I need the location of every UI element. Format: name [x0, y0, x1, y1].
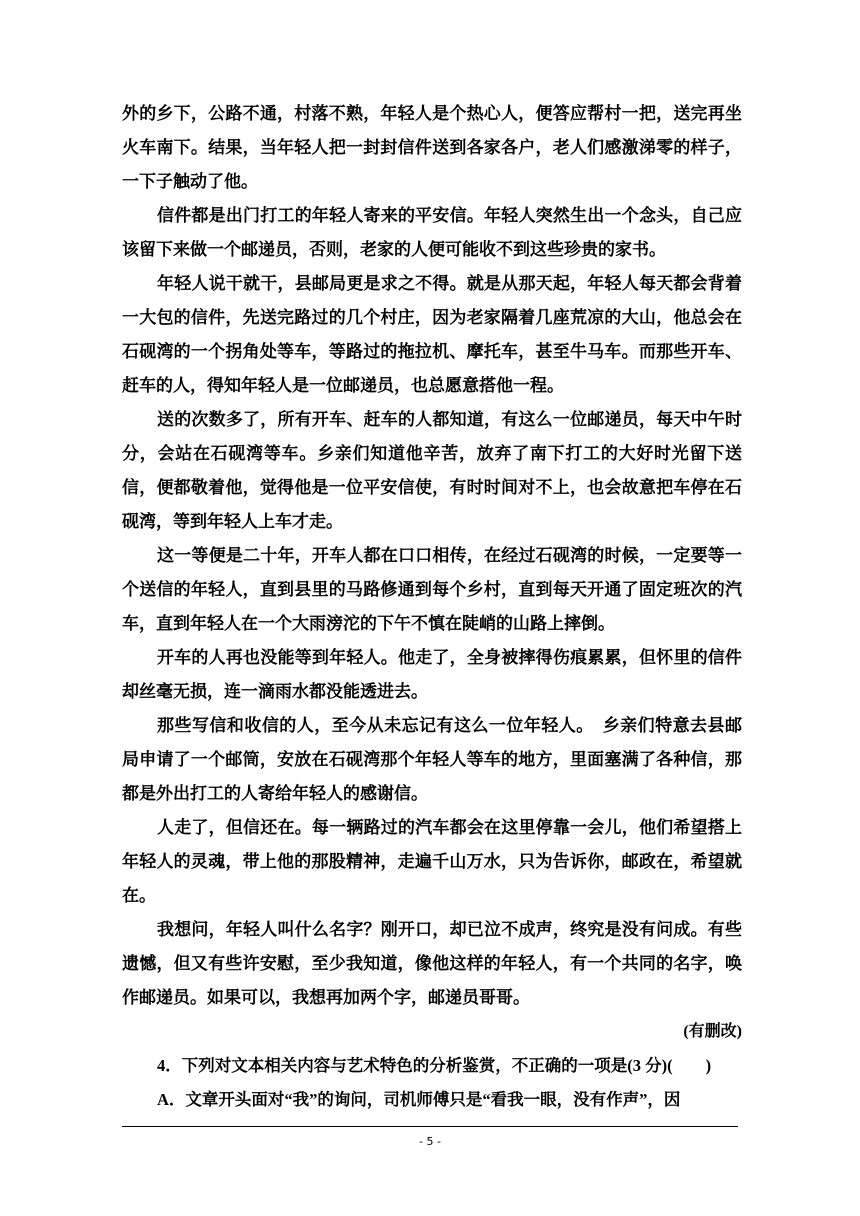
paragraph-9: 我想问，年轻人叫什么名字？刚开口，却已泣不成声，终究是没有问成。有些遗憾，但又有些许安慰，至少我知道，像他这样的年轻人，有一个共同的名字，唤作邮递员。如果可以，我想再加两个字，邮递员哥哥。: [122, 920, 742, 1008]
paragraph-4: 送的次数多了，所有开车、赶车的人都知道，有这么一位邮递员，每天中午时分，会站在石砚湾等车。乡亲们知道他辛苦，放弃了南下打工的大好时光留下送信，便都敬着他，觉得他是一位平安信使，有时时间对不上，也会故意把车停在石砚湾，等到年轻人上车才走。: [122, 410, 742, 532]
source-note: (有删改): [683, 1023, 742, 1040]
article-body: [122, 97, 742, 1117]
page-number: - 5 -: [419, 1135, 441, 1148]
question-4: 4．下列对文本相关内容与艺术特色的分析鉴赏，不正确的一项是(3 分)( ): [157, 1056, 712, 1075]
option-a: A．文章开头面对“我”的询问，司机师傅只是“看我一眼，没有作声”，因: [157, 1090, 681, 1109]
paragraph-5: 这一等便是二十年，开车人都在口口相传，在经过石砚湾的时候，一定要等一个送信的年轻人，直到县里的马路修通到每个乡村，直到每天开通了固定班次的汽车，直到年轻人在一个大雨滂沱的下午不慎在陡峭的山路上摔倒。: [122, 546, 742, 634]
paragraph-1: 外的乡下，公路不通，村落不熟，年轻人是个热心人，便答应帮村一把，送完再坐火车南下。结果，当年轻人把一封封信件送到各家各户，老人们感激涕零的样子，一下子触动了他。: [122, 104, 742, 192]
paragraph-8: 人走了，但信还在。每一辆路过的汽车都会在这里停靠一会儿，他们希望搭上年轻人的灵魂，带上他的那股精神，走遍千山万水，只为告诉你，邮政在，希望就在。: [122, 818, 742, 906]
paragraph-7: 那些写信和收信的人，至今从未忘记有这么一位年轻人。 乡亲们特意去县邮局申请了一个邮筒，安放在石砚湾那个年轻人等车的地方，里面塞满了各种信，那都是外出打工的人寄给年轻人的感谢信。: [122, 716, 742, 804]
paragraph-2: 信件都是出门打工的年轻人寄来的平安信。年轻人突然生出一个念头，自己应该留下来做一个邮递员，否则，老家的人便可能收不到这些珍贵的家书。: [122, 206, 742, 260]
footer-divider: [122, 1126, 738, 1127]
paragraph-3: 年轻人说干就干，县邮局更是求之不得。就是从那天起，年轻人每天都会背着一大包的信件，先送完路过的几个村庄，因为老家隔着几座荒凉的大山，他总会在石砚湾的一个拐角处等车，等路过的拖拉机、摩托车，甚至牛马车。而那些开车、赶车的人，得知年轻人是一位邮递员，也总愿意搭他一程。: [122, 274, 742, 396]
paragraph-6: 开车的人再也没能等到年轻人。他走了，全身被摔得伤痕累累，但怀里的信件却丝毫无损，连一滴雨水都没能透进去。: [122, 648, 742, 702]
